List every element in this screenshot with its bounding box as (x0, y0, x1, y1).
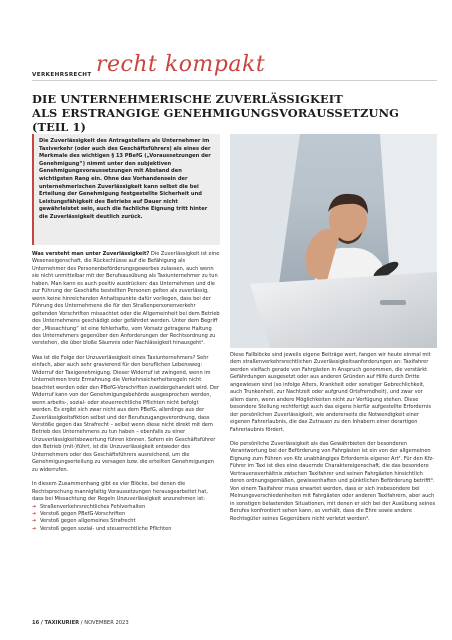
footer-separator: / (40, 620, 43, 626)
page-footer (32, 620, 129, 626)
section-label: VERKEHRSRECHT (32, 72, 92, 78)
violation-list (32, 504, 220, 534)
paragraph-consequence: Was ist die Folge der Unzuverlässigkeit eines Taxiunternehmers? Sehr einfach, aber auch sehr gravierend für den beruflichen Lebensweg: Widerruf der Taxigenehmigung. Dieser Widerruf ist zwingend, wenn im Unternehmen trotz Ermahnung die Verkehrssicherheitsregeln nicht beachtet werden oder den PBefG-Vorschriften zuwidergehandelt wird. Der Widerruf kann von der Genehmigungsbehörde ausgesprochen werden, wenn arbeits-, sozial- oder steuerrechtliche Pflichten nicht befolgt werden. Es ergibt sich zwar nicht aus dem PBefG, allerdings aus der Zuverlässigkeitsfiktion selbst und der Berufszugangsverordnung, dass Verstöße gegen das Strafrecht – selbst wenn diese nicht direkt mit dem Betrieb des Unternehmens zu tun haben – ebenfalls zu einer Unzuverlässigkeitsbewertung führen können. Sofern ein Geschäftsführer den Betrieb (mit-)führt, ist die Unzuverlässigkeit entweder des Unternehmers oder des Geschäftsführers ausreichend, um die Genehmigungserteilung zu versagen bzw. die erteilten Genehmigungen zu widerrufen. (32, 354, 220, 473)
paragraph-definition-lead: Was versteht man unter Zuverlässigkeit? (32, 251, 150, 257)
list-item: ➔ Verstoß gegen PBefG-Vorschriften (32, 511, 220, 518)
issue-date: NOVEMBER 2023 (84, 620, 129, 626)
taxi-driver-photo (230, 134, 437, 348)
list-item: ➔ Verstoß gegen allgemeines Strafrecht (32, 518, 220, 525)
paragraph-blocks-intro: In diesem Zusammenhang gibt es vier Blöcke, bei denen die Rechtsprechung mannigfaltig Voraussetzungen herausgearbeitet hat, dass bei Missachtung der Regeln Unzuverlässigkeit anzunehmen ist: (32, 481, 208, 503)
paragraph-personal-reliability: Die persönliche Zuverlässigkeit als das Gewährbieten der besonderen Verantwortung bei der Beförderung von Fahrgästen ist ein von der allgemeinen Eignung zum Führen von Kfz unabhängiges Erfordernis eigener Art². Für den Kfz-Führer im Taxi ist dies eine dauernde Charaktereigenschaft, die das besondere Vertrauensverhältnis zwischen Taxifahrer und seinen Fahrgästen hinsichtlich deren ordnungsgemäßen, gewissenhaften und pünktlichen Beförderung betrifft³. Von einem Taxifahrer muss erwartet werden, dass er sich insbesondere bei Meinungsverschiedenheiten mit Fahrgästen oder anderen Taxifahrern, aber auch in sonstigen belastenden Situationen, mit denen er sich bei der Ausübung seines Berufes konfrontiert sehen kann, so verhält, dass die Ehre sowie andere Rechtsgüter seines Gegenübers nicht verletzt werden⁴. (230, 440, 436, 522)
list-item: ➔ Straßenverkehrsrechtliches Fehlverhalten (32, 504, 220, 511)
lead-paragraph: Die Zuverlässigkeit des Antragstellers als Unternehmer im Taxiverkehr (oder auch des Geschäftsführers) als eines der Merkmale des wichtigen § 13 PBefG („Voraussetzungen der Genehmigung“) nimmt unter den subjektiven Genehmigungsvoraussetzungen mit Abstand den wichtigsten Rang ein. Ohne das Vorhandensein der unternehmerischen Zuverlässigkeit kann selbst die bei Erteilung der Genehmigung festgestellte Sicherheit und Leistungsfähigkeit des Betriebs auf Dauer nicht gewährleistet sein, auch die fachliche Eignung tritt hinter die Zuverlässigkeit deutlich zurück. (39, 138, 211, 220)
paragraph-definition (32, 251, 220, 348)
lead-box (32, 134, 220, 245)
list-item: ➔ Verstoß gegen sozial- und steuerrechtliche Pflichten (32, 526, 220, 533)
issue-separator: / (79, 620, 85, 626)
article-photo (230, 134, 437, 348)
header-divider (32, 80, 437, 81)
headline-line-2: ALS ERSTRANGIGE GENEHMIGUNGSVORAUSSETZUNG (TEIL 1) (32, 106, 399, 134)
page-number: 16 (32, 620, 40, 626)
paragraph-traffic-law: Diese Fallblöcke sind jeweils eigene Beiträge wert, fangen wir heute einmal mit dem straßenverkehrsrechtlichen Zuverlässigkeitsanforderungen an: Taxifahrer werden vielfach gerade von Fahrgästen in Anspruch genommen, die verstärkt Gefährdungen ausgesetzt oder aus anderen Gründen auf Hilfe durch Dritte angewiesen sind (so infolge Alters, Krankheit oder sonstiger Gebrechlichkeit, auch Trunkenheit, zur Nachtzeit oder aufgrund Ortsfremdheit), und zwar vor allem dann, wenn andere Möglichkeiten nicht zur Verfügung stehen. Diese besondere Stellung rechtfertigt auch das eigens hierfür aufgestellte Erfordernis der persönlichen Zuverlässigkeit, wie andererseits die Notwendigkeit einer eigenen Fahrerlaubnis, die das Zutrauen zu den Inhabern einer derartigen Fahrerlaubnis fördert. (230, 352, 431, 433)
right-column (230, 352, 437, 530)
publication-name: TAXIKURIER (44, 620, 80, 626)
section-script-title: recht kompakt (96, 52, 266, 77)
headline-line-1: DIE UNTERNEHMERISCHE ZUVERLÄSSIGKEIT (32, 92, 343, 106)
left-column (32, 251, 220, 533)
paragraph-definition-text: Die Zuverlässigkeit ist eine Wesenseigenschaft, die Rückschlüsse auf die Befähigung als Unternehmer des Personenbeförderungsgewerbes zulassen, auch wenn sie nicht unmittelbar mit der Berufsausübung als Taxiunternehmer zu tun haben. Man kann es auch positiv ausdrücken: das Unternehmen und die zur Führung der Geschäfte bestellten Personen gelten als zuverlässig, wenn keine hinreichenden Anhaltspunkte dafür vorliegen, dass bei der Führung des Unternehmens die für den Straßenpersonenverkehr geltenden Vorschriften missachtet oder die Allgemeinheit bei dem Betrieb des Unternehmens geschädigt oder gefährdet werden. Unter dem Begriff der „Missachtung“ ist eine fehlerhafte, vom Vorsatz getragene Haltung des Unternehmers gegenüber den Anforderungen der Rechtsordnung zu verstehen, die über bloße Säumnis oder Nachlässigkeit hinausgeht¹. (32, 251, 220, 347)
article-headline (32, 92, 437, 134)
